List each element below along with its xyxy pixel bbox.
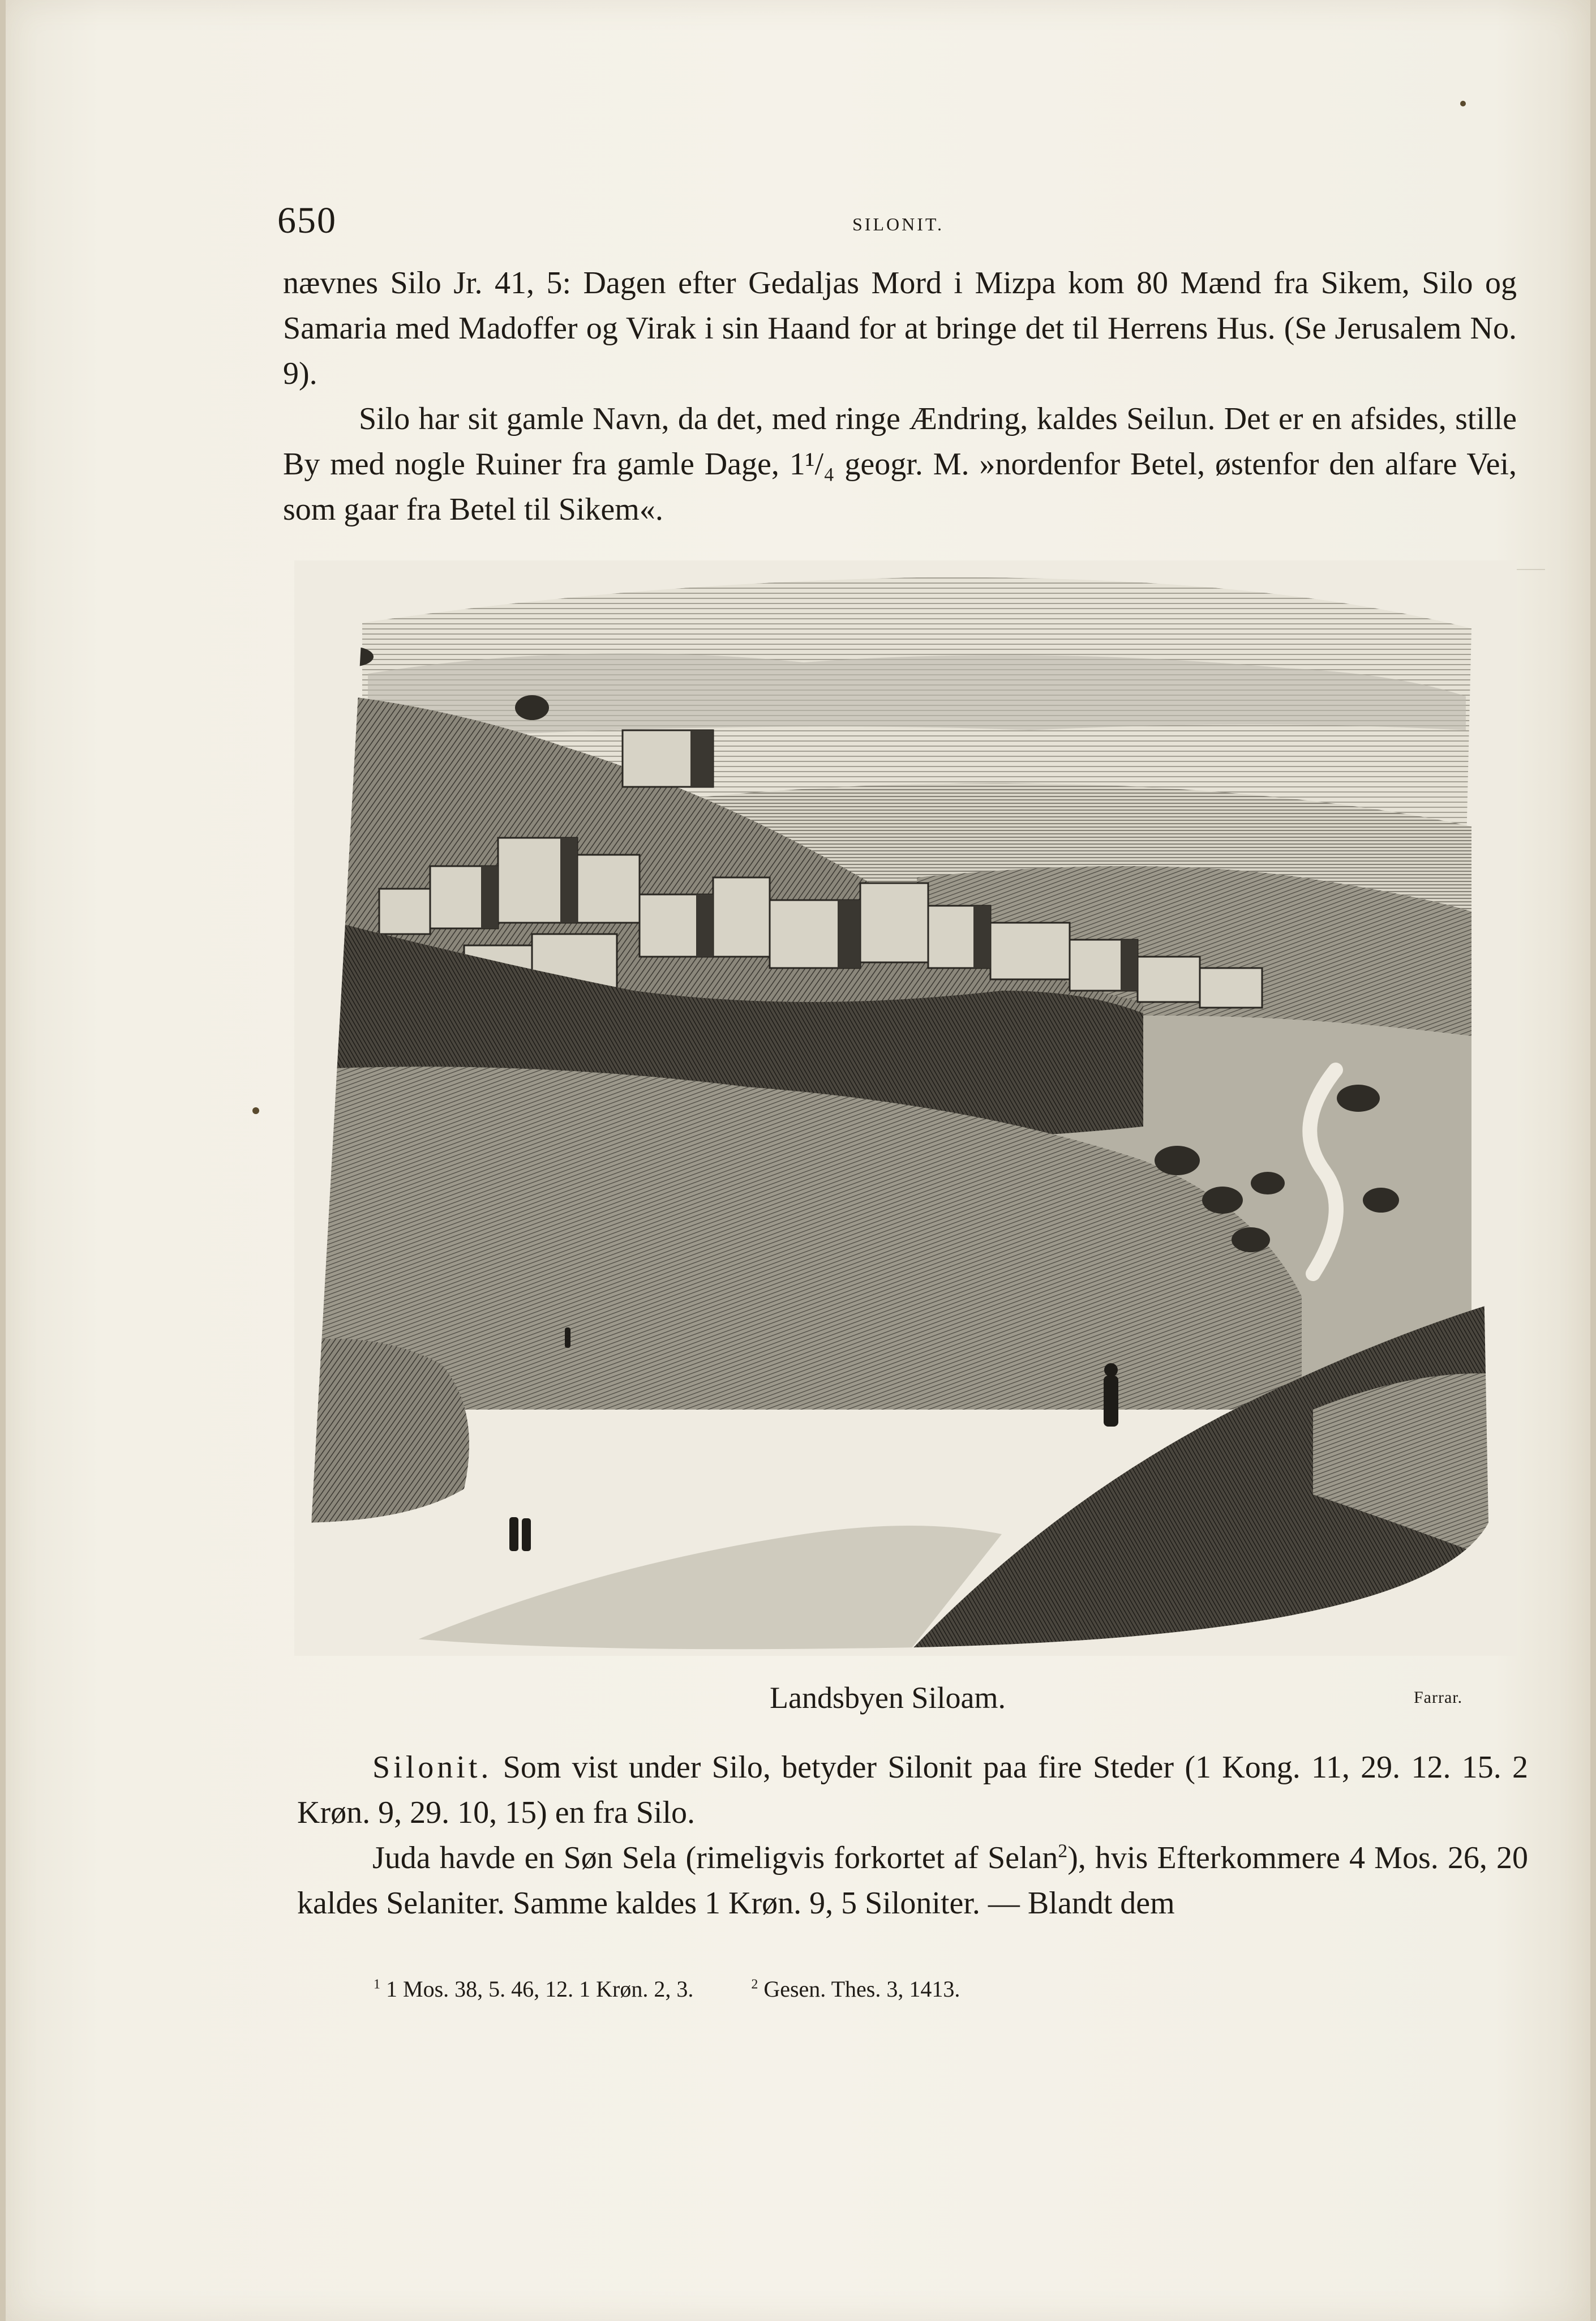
ink-speck [252, 1107, 259, 1114]
page-sheet [6, 0, 1590, 2321]
footnote-reference: 2 [1058, 1840, 1068, 1862]
illustration-artist-credit: Farrar. [1414, 1688, 1463, 1707]
paragraph-silo-description: Silo har sit gamle Navn, da det, med ringe Ændring, kaldes Seilun. Det er en afsides, stille By med nogle Ruiner fra gamle Dage, 1¹/₄ geogr. M. »nordenfor Betel, østenfor den alfare Vei, som gaar fra Betel til Sikem«. [283, 401, 1517, 527]
running-head: SILONIT. [852, 214, 945, 234]
paragraph-text-a: Juda havde en Søn Sela (rimeligvis forkortet af Selan [372, 1840, 1058, 1875]
footnote-mark: 2 [751, 1977, 758, 1992]
paragraph-silonit-entry [297, 1745, 1528, 1835]
paragraph-continuation: nævnes Silo Jr. 41, 5: Dagen efter Gedaljas Mord i Mizpa kom 80 Mænd fra Sikem, Silo og Samaria med Madoffer og Virak i sin Haand for at bringe det til Herrens Hus. (Se Jerusalem No. 9). [283, 265, 1517, 391]
footnote-2 [751, 1976, 960, 2002]
illustration-caption: Landsbyen Siloam. [770, 1681, 1006, 1715]
footnote-mark: 1 [374, 1977, 380, 1992]
entry-body: Som vist under Silo, betyder Silonit paa fire Steder (1 Kong. 11, 29. 12. 15. 2 Krøn. 9, 29. 10, 15) en fra Silo. [297, 1750, 1529, 1830]
ink-speck [1460, 101, 1466, 106]
footnote-1 [374, 1976, 693, 2002]
footnotes [374, 1976, 960, 2002]
page-number: 650 [277, 200, 337, 241]
footnote-text: Gesen. Thes. 3, 1413. [763, 1976, 960, 2002]
entry-term: Silonit. [372, 1750, 492, 1785]
paragraph-text-b: ), hvis Efterkommere 4 Mos. 26, 20 kaldes Selaniter. Samme kaldes 1 Krøn. 9, 5 Siloniter. — Blandt dem [297, 1840, 1528, 1921]
page-header [277, 199, 1522, 250]
foreground-rocks-left [294, 1339, 469, 1523]
footnote-text: 1 Mos. 38, 5. 46, 12. 1 Krøn. 2, 3. [386, 1976, 694, 2002]
paragraph-juda-sela [297, 1835, 1528, 1926]
foreground-path [379, 1526, 1002, 1656]
engraving-village-illustration [294, 560, 1517, 1656]
